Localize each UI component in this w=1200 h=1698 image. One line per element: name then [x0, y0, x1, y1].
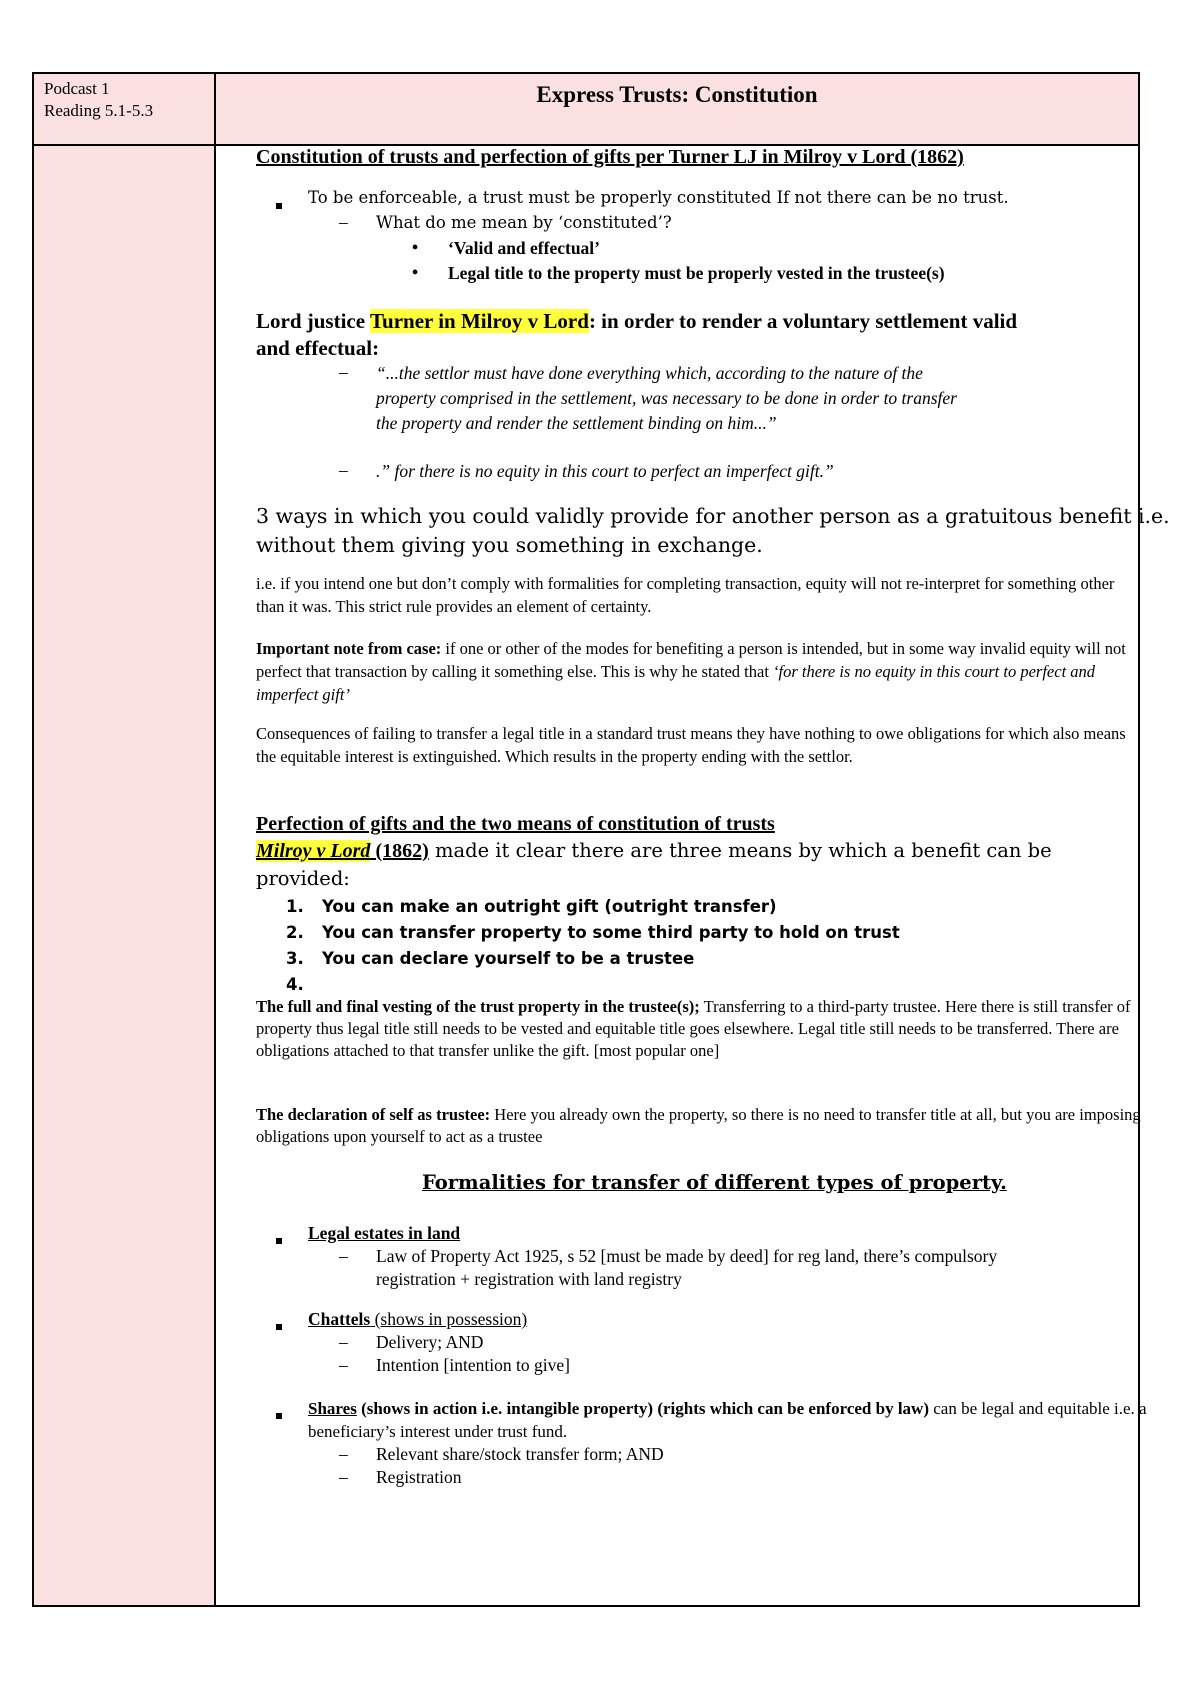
ways-line1: 3 ways in which you could validly provide for another person as a gratuitous benefit i.e.	[256, 504, 1170, 528]
section1-heading: Constitution of trusts and perfection of gifts per Turner LJ in Milroy v Lord (1862)	[256, 146, 964, 168]
shares-label: Shares	[308, 1399, 357, 1418]
consequences-paragraph: Consequences of failing to transfer a legal title in a standard trust means they have nothing to owe obligations for which also means the equitable interest is extinguished. Which results in the property ending with the settlor.	[256, 724, 1126, 766]
full-vesting-text: Transferring to a third-party trustee. Here there is still transfer of property thus legal title still needs to be vested and equitable title goes elsewhere. Legal title still needs to be transferred. There are obligations attached to that transfer unlike the gift. [most popular one]	[256, 997, 1131, 1060]
bullet-dot-icon: •	[412, 237, 419, 257]
formalities-heading: Formalities for transfer of different types of property.	[422, 1171, 1007, 1194]
full-vesting-paragraph	[256, 996, 1156, 1062]
header-row	[34, 74, 1138, 146]
important-text: if one or other of the modes for benefiting a person is intended, but in some way invalid equity will not perfect that transaction by calling it something else. This is why he stated that	[256, 639, 1126, 681]
list-item-2: You can transfer property to some third party to hold on trust	[322, 923, 900, 942]
legal-estates-label: Legal estates in land	[308, 1223, 461, 1243]
page-title: Express Trusts: Constitution	[536, 82, 818, 107]
chattels-line	[308, 1309, 527, 1330]
chattels-note: (shows in possession)	[370, 1309, 528, 1329]
lord-prefix: Lord justice	[256, 309, 370, 333]
dash-icon: –	[339, 1444, 348, 1464]
dash-icon: –	[339, 1355, 348, 1375]
notes-table	[32, 72, 1170, 1607]
declaration-label: The declaration of self as trustee:	[256, 1105, 491, 1124]
perfection-rest-line2: provided:	[256, 867, 350, 890]
bullet-square-icon	[276, 1407, 282, 1425]
perfection-intro	[256, 839, 1052, 863]
dash-icon: –	[339, 460, 348, 480]
quote2: .” for there is no equity in this court to perfect an imperfect gift.”	[376, 461, 834, 481]
chattels-label: Chattels	[308, 1309, 371, 1329]
full-vesting-label: The full and final vesting of the trust property in the trustee(s);	[256, 997, 700, 1016]
perfection-heading: Perfection of gifts and the two means of constitution of trusts	[256, 813, 775, 835]
section1-dot2: Legal title to the property must be properly vested in the trustee(s)	[448, 263, 945, 283]
lord-highlight: Turner in Milroy v Lord	[369, 309, 589, 333]
shares-bold: (shows in action i.e. intangible property) (rights which can be enforced by law)	[356, 1399, 929, 1418]
perfection-case: Milroy v Lord	[256, 840, 371, 862]
left-column	[34, 74, 216, 1605]
shares-sub1: Relevant share/stock transfer form; AND	[376, 1444, 664, 1464]
important-label: Important note from case:	[256, 639, 442, 658]
quote1-line1: “...the settlor must have done everything which, according to the nature of the	[376, 363, 923, 383]
dash-icon: –	[339, 362, 348, 382]
important-quote: ‘for there is no equity in this court to perfect and imperfect gift’	[256, 662, 1096, 704]
list-number: 1.	[286, 897, 304, 916]
dash-icon: –	[339, 212, 348, 232]
shares-sub2: Registration	[376, 1467, 462, 1487]
shares-rest: can be legal and equitable i.e. a beneficiary’s interest under trust fund.	[308, 1399, 1147, 1441]
shares-paragraph	[308, 1397, 1160, 1443]
dash-icon: –	[339, 1332, 348, 1352]
notes-content	[226, 146, 1170, 1605]
bullet-square-icon	[276, 1318, 282, 1336]
bullet-square-icon	[276, 1232, 282, 1250]
quote1-line3: the property and render the settlement binding on him...”	[376, 413, 777, 433]
bullet-square-icon	[276, 197, 282, 215]
ways-line2: without them giving you something in exchange.	[256, 533, 763, 557]
chattels-sub2: Intention [intention to give]	[376, 1355, 570, 1375]
declaration-text: Here you already own the property, so there is no need to transfer title at all, but you are imposing obligations upon yourself to act as a trustee	[256, 1105, 1141, 1146]
list-number: 2.	[286, 923, 304, 942]
list-number: 4.	[286, 975, 304, 994]
legal-sub-line2: registration + registration with land registry	[376, 1269, 682, 1289]
podcast-label: Podcast 1	[44, 79, 110, 98]
lord-heading	[256, 309, 1017, 334]
dash-icon: –	[339, 1246, 348, 1266]
section1-sub1: What do me mean by ‘constituted’?	[376, 213, 672, 232]
list-item-1: You can make an outright gift (outright transfer)	[322, 897, 777, 916]
reading-label: Reading 5.1-5.3	[44, 101, 154, 120]
perfection-rest-line1: made it clear there are three means by which a benefit can be	[428, 839, 1052, 862]
declaration-paragraph	[256, 1104, 1156, 1148]
section1-dot1: ‘Valid and effectual’	[448, 238, 600, 258]
podcast-cell	[44, 78, 153, 122]
important-paragraph	[256, 637, 1151, 706]
dash-icon: –	[339, 1467, 348, 1487]
quote1-line2: property comprised in the settlement, was necessary to be done in order to transfer	[376, 388, 957, 408]
lord-suffix: : in order to render a voluntary settlement valid	[588, 309, 1018, 333]
list-number: 3.	[286, 949, 304, 968]
chattels-sub1: Delivery; AND	[376, 1332, 484, 1352]
section1-bullet1: To be enforceable, a trust must be properly constituted If not there can be no trust.	[308, 188, 1009, 207]
ie-paragraph: i.e. if you intend one but don’t comply with formalities for completing transaction, equity will not re-interpret for something other than it was. This strict rule provides an element of certainty.	[256, 574, 1115, 616]
bullet-dot-icon: •	[412, 262, 419, 282]
perfection-year: (1862)	[370, 840, 429, 862]
list-item-3: You can declare yourself to be a trustee	[322, 949, 695, 968]
lord-heading-line2: and effectual:	[256, 336, 380, 360]
legal-sub-line1: Law of Property Act 1925, s 52 [must be made by deed] for reg land, there’s compulsory	[376, 1246, 998, 1266]
